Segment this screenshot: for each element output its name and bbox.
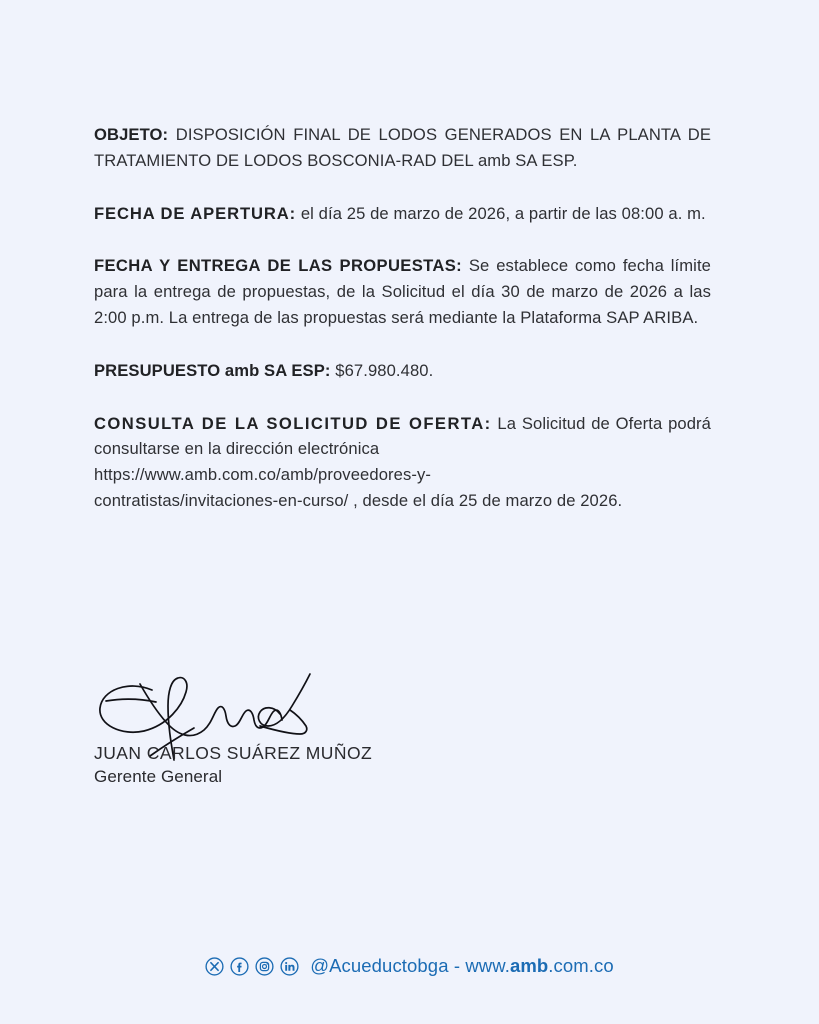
website-brand: amb [509, 955, 549, 976]
document-body [94, 122, 711, 514]
linkedin-icon[interactable] [280, 957, 299, 976]
solicitud-url-line-2: contratistas/invitaciones-en-curso/ [94, 490, 349, 510]
website-suffix: .com.co [548, 955, 614, 976]
footer-separator: - [448, 955, 466, 976]
paragraph-presupuesto-amount: $67.980.480. [330, 360, 434, 380]
paragraph-fecha-entrega [94, 253, 711, 330]
signer-name: JUAN CARLOS SUÁREZ MUÑOZ [94, 743, 373, 763]
x-twitter-icon[interactable] [205, 957, 224, 976]
paragraph-fecha-apertura-lead: FECHA DE APERTURA: [94, 203, 297, 223]
signer-role: Gerente General [94, 767, 223, 786]
paragraph-presupuesto-lead: PRESUPUESTO amb SA ESP: [94, 360, 331, 380]
paragraph-objeto [94, 122, 711, 174]
paragraph-objeto-lead: OBJETO: [94, 125, 169, 144]
footer-contact-text [310, 955, 614, 977]
paragraph-fecha-entrega-body: Se establece como fecha límite para la entrega de propuestas, de la Solicitud el día 30 de marzo de 2026 a las 2:00 p.m. La entrega de las propuestas será mediante la Plataforma SAP ARIBA. [94, 256, 712, 327]
signature-block [94, 668, 514, 793]
website-prefix: www. [465, 955, 510, 976]
paragraph-consulta-lead: CONSULTA DE LA SOLICITUD DE OFERTA: [94, 413, 492, 433]
social-links [205, 957, 299, 976]
social-handle: @Acueductobga [310, 955, 449, 976]
footer [0, 955, 819, 977]
paragraph-fecha-apertura-body: el día 25 de marzo de 2026, a partir de las 08:00 a. m. [296, 203, 706, 223]
paragraph-consulta-body-after-url: , desde el día 25 de marzo de 2026. [348, 490, 623, 510]
paragraph-consulta [94, 411, 711, 514]
paragraph-fecha-apertura [94, 201, 711, 227]
paragraph-presupuesto [94, 358, 711, 384]
paragraph-consulta-body-before-url: La Solicitud de Oferta podrá consultarse en la dirección electrónica [94, 413, 712, 459]
solicitud-url-line-1: https://www.amb.com.co/amb/proveedores-y- [94, 465, 432, 485]
instagram-icon[interactable] [255, 957, 274, 976]
paragraph-objeto-body: DISPOSICIÓN FINAL DE LODOS GENERADOS EN LA PLANTA DE TRATAMIENTO DE LODOS BOSCONIA-RAD DEL amb SA ESP. [94, 125, 711, 170]
paragraph-fecha-entrega-lead: FECHA Y ENTREGA DE LAS PROPUESTAS: [94, 256, 463, 276]
facebook-icon[interactable] [230, 957, 249, 976]
